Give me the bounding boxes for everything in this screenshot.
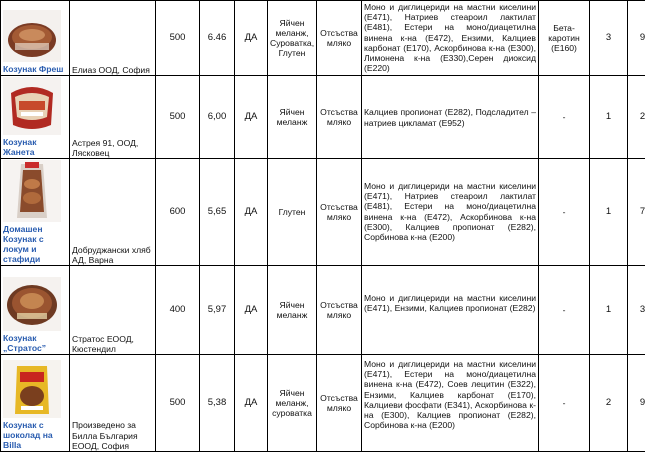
additives-cell: Моно и диглицериди на мастни киселини (Е471), Ензими, Калциев пропионат (Е282): [362, 266, 539, 355]
manufacturer-cell: Добруджански хляб АД, Варна: [70, 159, 156, 266]
product-cell: [1, 76, 70, 159]
product-name: Козунак Фреш: [3, 64, 67, 74]
colorants-cell: -: [539, 159, 590, 266]
allergens-cell: Яйчен меланж: [268, 76, 317, 159]
product-photo-stratos: [3, 277, 67, 331]
weight-cell: 400: [156, 266, 200, 355]
count-cell-1: 2: [590, 355, 628, 452]
price-cell: 6.46: [200, 1, 235, 76]
manufacturer-cell: Стратос ЕООД, Кюстендил: [70, 266, 156, 355]
table-row: [1, 1, 645, 76]
eggs-cell: ДА: [235, 159, 268, 266]
milk-cell: Отсъства мляко: [317, 159, 362, 266]
product-photo-fresh: [3, 10, 67, 62]
additives-cell: Моно и диглицериди на мастни киселини (Е471), Естери на моно/диацетилна винена к-на (Е472), Соев лецитин (Е322), Ензими, Калциев карбонат (Е170), Калциеви фосфати (Е341), Аскорбинова к-на (Е300), Калциев пропионат (Е282), Сорбинова к-на (Е200): [362, 355, 539, 452]
eggs-cell: ДА: [235, 76, 268, 159]
manufacturer-cell: Астрея 91, ООД, Лясковец: [70, 76, 156, 159]
allergens-cell: Яйчен меланж: [268, 266, 317, 355]
product-name: Домашен Козунак с локум и стафиди: [3, 224, 67, 264]
eggs-cell: ДА: [235, 355, 268, 452]
price-cell: 6,00: [200, 76, 235, 159]
weight-cell: 500: [156, 76, 200, 159]
count-cell-2: 7: [628, 159, 645, 266]
milk-cell: Отсъства мляко: [317, 1, 362, 76]
eggs-cell: ДА: [235, 1, 268, 76]
colorants-cell: -: [539, 355, 590, 452]
allergens-cell: Глутен: [268, 159, 317, 266]
allergens-cell: Яйчен меланж, суроватка: [268, 355, 317, 452]
product-name: Козунак Жанета: [3, 137, 67, 157]
additives-cell: Моно и диглицериди на мастни киселини (Е471), Натриев стеароил лактилат (Е481), Естери на моно/диацетилна винена к-на (Е472), Ензими, Калциев карбонат (Е170), Аскорбинова к-на (Е300), Лимонена к-на (Е330),Серен диоксид (Е220): [362, 1, 539, 76]
table-row: [1, 76, 645, 159]
colorants-cell: Бета-каротин (Е160): [539, 1, 590, 76]
weight-cell: 500: [156, 1, 200, 76]
product-cell: [1, 159, 70, 266]
weight-cell: 600: [156, 159, 200, 266]
price-cell: 5,38: [200, 355, 235, 452]
additives-cell: Моно и диглицериди на мастни киселини (Е471), Натриев стеароил лактилат (Е481), Естери на моно/диацетилна винена к-на (Е472), Аскорбинова к-на (Е300), Калциев пропионат (Е282), Сорбинова к-на (Е200): [362, 159, 539, 266]
product-cell: [1, 355, 70, 452]
manufacturer-cell: Произведено за Билла България ЕООД, София: [70, 355, 156, 452]
table-row: [1, 159, 645, 266]
product-cell: [1, 1, 70, 76]
colorants-cell: -: [539, 76, 590, 159]
product-name: Козунак „Стратос”: [3, 333, 67, 353]
milk-cell: Отсъства мляко: [317, 266, 362, 355]
table-row: [1, 266, 645, 355]
product-photo-zhaneta: [3, 77, 67, 135]
count-cell-1: 1: [590, 76, 628, 159]
additives-cell: Калциев пропионат (Е282), Подсладител – натриев цикламат (Е952): [362, 76, 539, 159]
price-cell: 5,97: [200, 266, 235, 355]
weight-cell: 500: [156, 355, 200, 452]
product-cell: [1, 266, 70, 355]
table-row: [1, 355, 645, 452]
count-cell-2: 9: [628, 1, 645, 76]
product-photo-domashen: [3, 160, 67, 222]
product-photo-billa: [3, 360, 67, 418]
colorants-cell: -: [539, 266, 590, 355]
allergens-cell: Яйчен меланж, Суроватка, Глутен: [268, 1, 317, 76]
product-name: Козунак с шоколад на Billa: [3, 420, 67, 450]
count-cell-2: 3: [628, 266, 645, 355]
count-cell-2: 9: [628, 355, 645, 452]
manufacturer-cell: Елиаз ООД, София: [70, 1, 156, 76]
eggs-cell: ДА: [235, 266, 268, 355]
milk-cell: Отсъства мляко: [317, 76, 362, 159]
price-cell: 5,65: [200, 159, 235, 266]
count-cell-1: 3: [590, 1, 628, 76]
count-cell-2: 2: [628, 76, 645, 159]
count-cell-1: 1: [590, 266, 628, 355]
milk-cell: Отсъства мляко: [317, 355, 362, 452]
count-cell-1: 1: [590, 159, 628, 266]
